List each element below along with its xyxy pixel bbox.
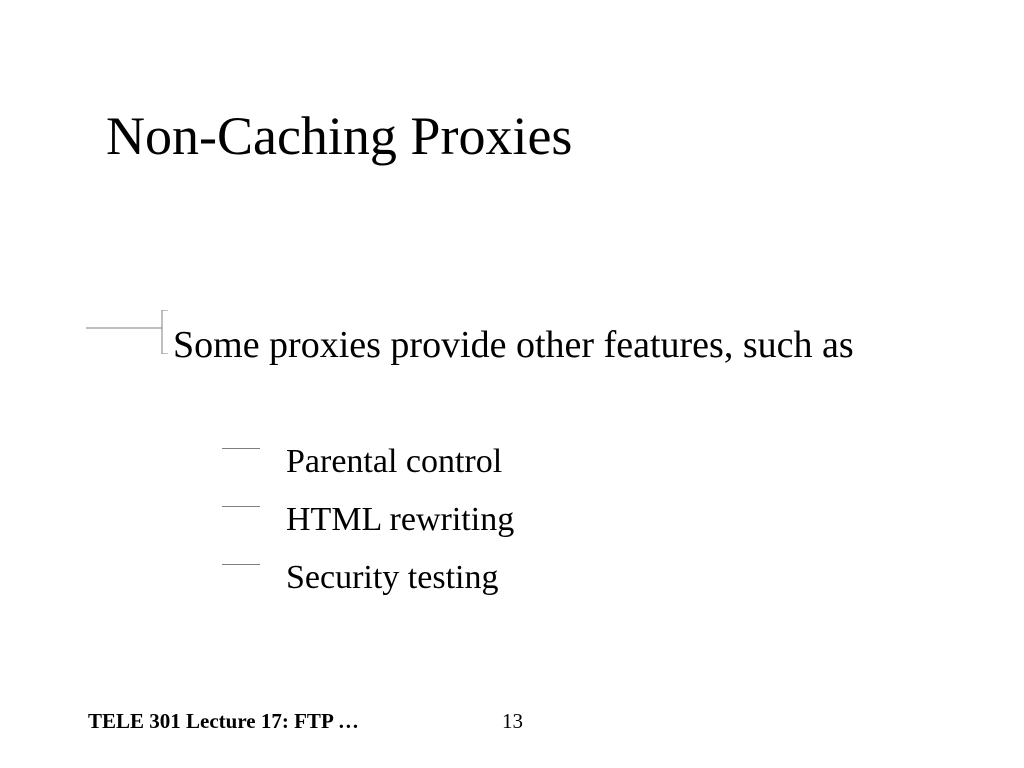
sub-bullet-item: [222, 491, 514, 549]
sub-bullet-item: [222, 549, 514, 607]
sub-bullet-text: Security testing: [286, 559, 499, 596]
slide-title: Non-Caching Proxies: [106, 106, 573, 166]
sub-bullet-item: [222, 433, 514, 491]
sub-bullet-text: Parental control: [286, 443, 503, 480]
sub-bullet-list: [222, 433, 514, 607]
dash-bullet-icon: [222, 564, 260, 565]
footer-page-number: 13: [502, 709, 523, 733]
dash-bullet-icon: [222, 448, 260, 449]
dash-bullet-icon: [222, 506, 260, 507]
sub-bullet-text: HTML rewriting: [286, 501, 515, 538]
main-bullet-text: Some proxies provide other features, such as: [173, 324, 854, 366]
footer-course-label: TELE 301 Lecture 17: FTP …: [88, 709, 359, 733]
